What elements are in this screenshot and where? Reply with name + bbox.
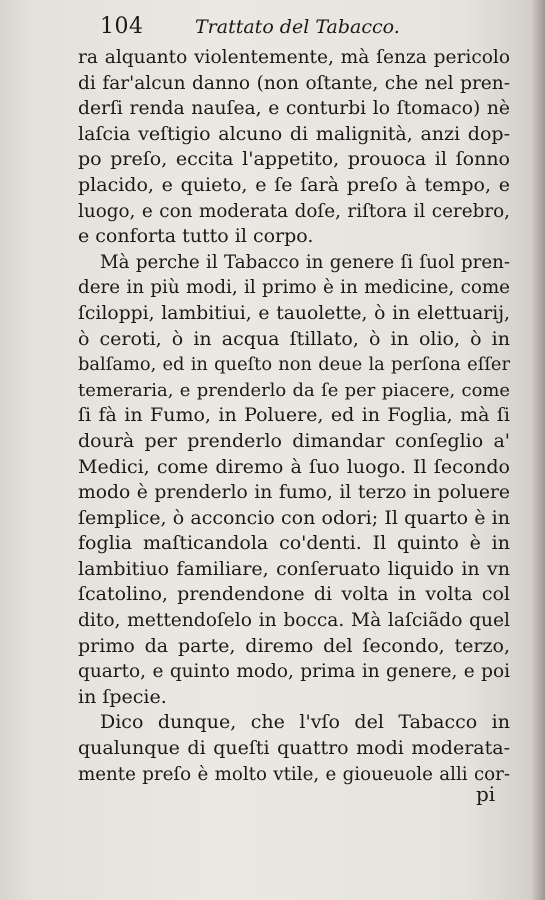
text-line: e conforta tutto il corpo. [78, 225, 314, 248]
text-line: Dico dunque, che l'vſo del Tabacco in [100, 711, 510, 734]
text-line: ò ceroti, ò in acqua ſtillato, ò in olio, ò in [78, 327, 510, 350]
text-line: Mà perche il Tabacco in genere ſi ſuol pren- [100, 251, 510, 273]
text-line: derſi renda nauſea, e conturbi lo ſtomaco) nè [78, 98, 510, 120]
text-line: po preſo, eccita l'appetito, prouoca il ſonno [78, 148, 510, 171]
text-line: in ſpecie. [78, 685, 167, 708]
page-number: 104 [100, 14, 144, 39]
text-line: balſamo, ed in queſto non deue la perſona eſſer [78, 354, 510, 376]
text-line: primo da parte, diremo del ſecondo, terzo, [78, 634, 510, 657]
text-line: placido, e quieto, e ſe ſarà preſo à tempo, e [78, 173, 510, 196]
text-line: Medici, come diremo à ſuo luogo. Il ſecondo [78, 455, 510, 478]
text-line: dere in più modi, il primo è in medicine, come [78, 277, 510, 299]
text-line: dourà per prenderlo dimandar conſeglio a' [78, 429, 510, 452]
text-line: ſi fà in Fumo, in Poluere, ed in Foglia, mà ſi [78, 404, 510, 427]
text-line: ſemplice, ò acconcio con odori; Il quarto è in [78, 506, 510, 529]
text-line: dito, mettendoſelo in bocca. Mà laſciãdo quel [78, 610, 510, 632]
text-line: foglia maſticandola co'denti. Il quinto è in [78, 532, 510, 555]
text-line: luogo, e con moderata doſe, riſtora il cerebro, [78, 200, 510, 222]
text-line: qualunque di queſti quattro modi moderata- [78, 737, 510, 760]
text-line: ſcatolino, prendendone di volta in volta col [78, 583, 510, 606]
body-text [78, 45, 510, 787]
text-line: mente preſo è molto vtile, e gioueuole alli cor- [78, 763, 510, 785]
running-title: Trattato del Tabacco. [195, 16, 400, 38]
catchword: pi [476, 782, 496, 806]
text-line: ra alquanto violentemente, mà ſenza pericolo [78, 47, 510, 68]
text-line: temeraria, e prenderlo da ſe per piacere, come [78, 379, 510, 401]
page-header [100, 14, 520, 44]
text-line: lambitiuo familiare, conſeruato liquido in vn [78, 557, 510, 580]
text-line: laſcia veſtigio alcuno di malignità, anzi dop- [78, 122, 510, 145]
text-line: di far'alcun danno (non oſtante, che nel pren- [78, 72, 510, 94]
text-line: modo è prenderlo in fumo, il terzo in poluere [78, 482, 510, 504]
text-line: ſciloppi, lambitiui, e tauolette, ò in elettuarij, [78, 302, 510, 324]
text-line: quarto, e quinto modo, prima in genere, e poi [78, 661, 510, 683]
